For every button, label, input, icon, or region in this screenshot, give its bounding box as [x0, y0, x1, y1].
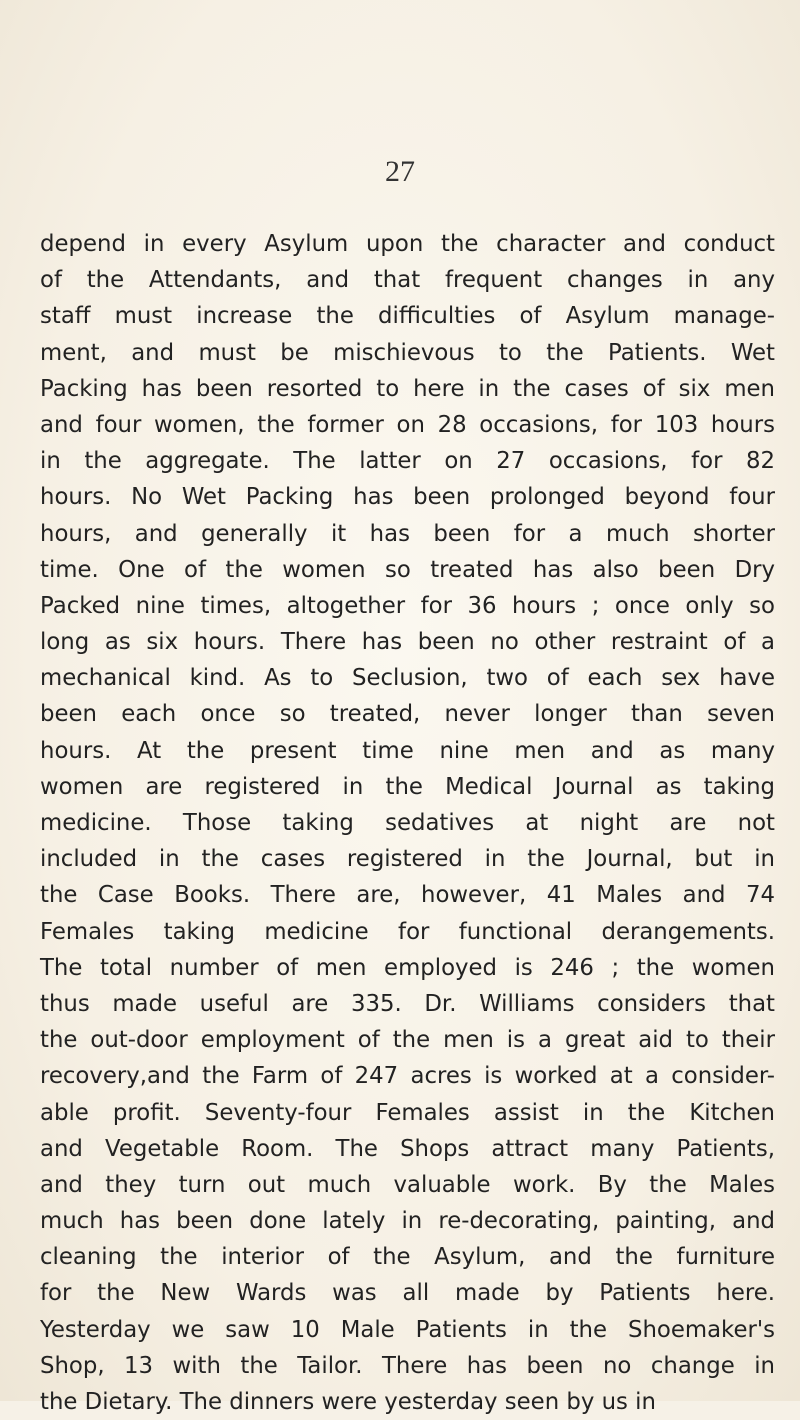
text-line: Packed nine times, altogether for 36 hours ; once only so: [40, 592, 775, 619]
text-line: Females taking medicine for functional derangements.: [40, 918, 775, 945]
text-line: women are registered in the Medical Journal as taking: [40, 773, 775, 800]
text-line: Packing has been resorted to here in the cases of six men: [40, 375, 775, 402]
text-line: and they turn out much valuable work. By the Males: [40, 1171, 775, 1198]
text-line: in the aggregate. The latter on 27 occasions, for 82: [40, 448, 775, 475]
text-line: the out-door employment of the men is a great aid to their: [40, 1027, 775, 1054]
text-line: hours. At the present time nine men and as many: [40, 737, 775, 764]
text-line: depend in every Asylum upon the character and conduct: [40, 231, 775, 257]
text-line: been each once so treated, never longer than seven: [40, 701, 775, 728]
text-line: medicine. Those taking sedatives at night are not: [40, 810, 775, 836]
body-text: [40, 226, 775, 1420]
text-line: included in the cases registered in the Journal, but in: [40, 846, 775, 873]
text-line: thus made useful are 335. Dr. Williams considers that: [40, 990, 775, 1017]
text-line: able profit. Seventy-four Females assist in the Kitchen: [40, 1099, 775, 1126]
text-line: The total number of men employed is 246 ; the women: [40, 954, 775, 981]
text-line: cleaning the interior of the Asylum, and the furniture: [40, 1244, 775, 1271]
text-line: and four women, the former on 28 occasions, for 103 hours: [40, 411, 775, 438]
text-line: Shop, 13 with the Tailor. There has been no change in: [40, 1352, 775, 1379]
text-line: of the Attendants, and that frequent changes in any: [40, 267, 775, 294]
text-line: long as six hours. There has been no other restraint of a: [40, 629, 775, 656]
text-line: ment, and must be mischievous to the Patients. Wet: [40, 339, 775, 366]
page-number: 27: [385, 155, 415, 188]
text-line: hours. No Wet Packing has been prolonged beyond four: [40, 484, 775, 511]
text-line: recovery,and the Farm of 247 acres is worked at a consider-: [40, 1063, 775, 1090]
text-line: much has been done lately in re-decorating, painting, and: [40, 1208, 775, 1235]
text-line: time. One of the women so treated has also been Dry: [40, 556, 775, 583]
text-line: for the New Wards was all made by Patients here.: [40, 1280, 775, 1307]
text-line: the Dietary. The dinners were yesterday seen by us in: [40, 1389, 656, 1415]
text-line: hours, and generally it has been for a much shorter: [40, 520, 775, 547]
text-line: and Vegetable Room. The Shops attract many Patients,: [40, 1135, 775, 1162]
text-line: staff must increase the difficulties of Asylum manage-: [40, 303, 775, 330]
text-line: Yesterday we saw 10 Male Patients in the Shoemaker's: [40, 1316, 775, 1343]
text-line: mechanical kind. As to Seclusion, two of each sex have: [40, 665, 775, 692]
text-line: the Case Books. There are, however, 41 Males and 74: [40, 882, 775, 909]
